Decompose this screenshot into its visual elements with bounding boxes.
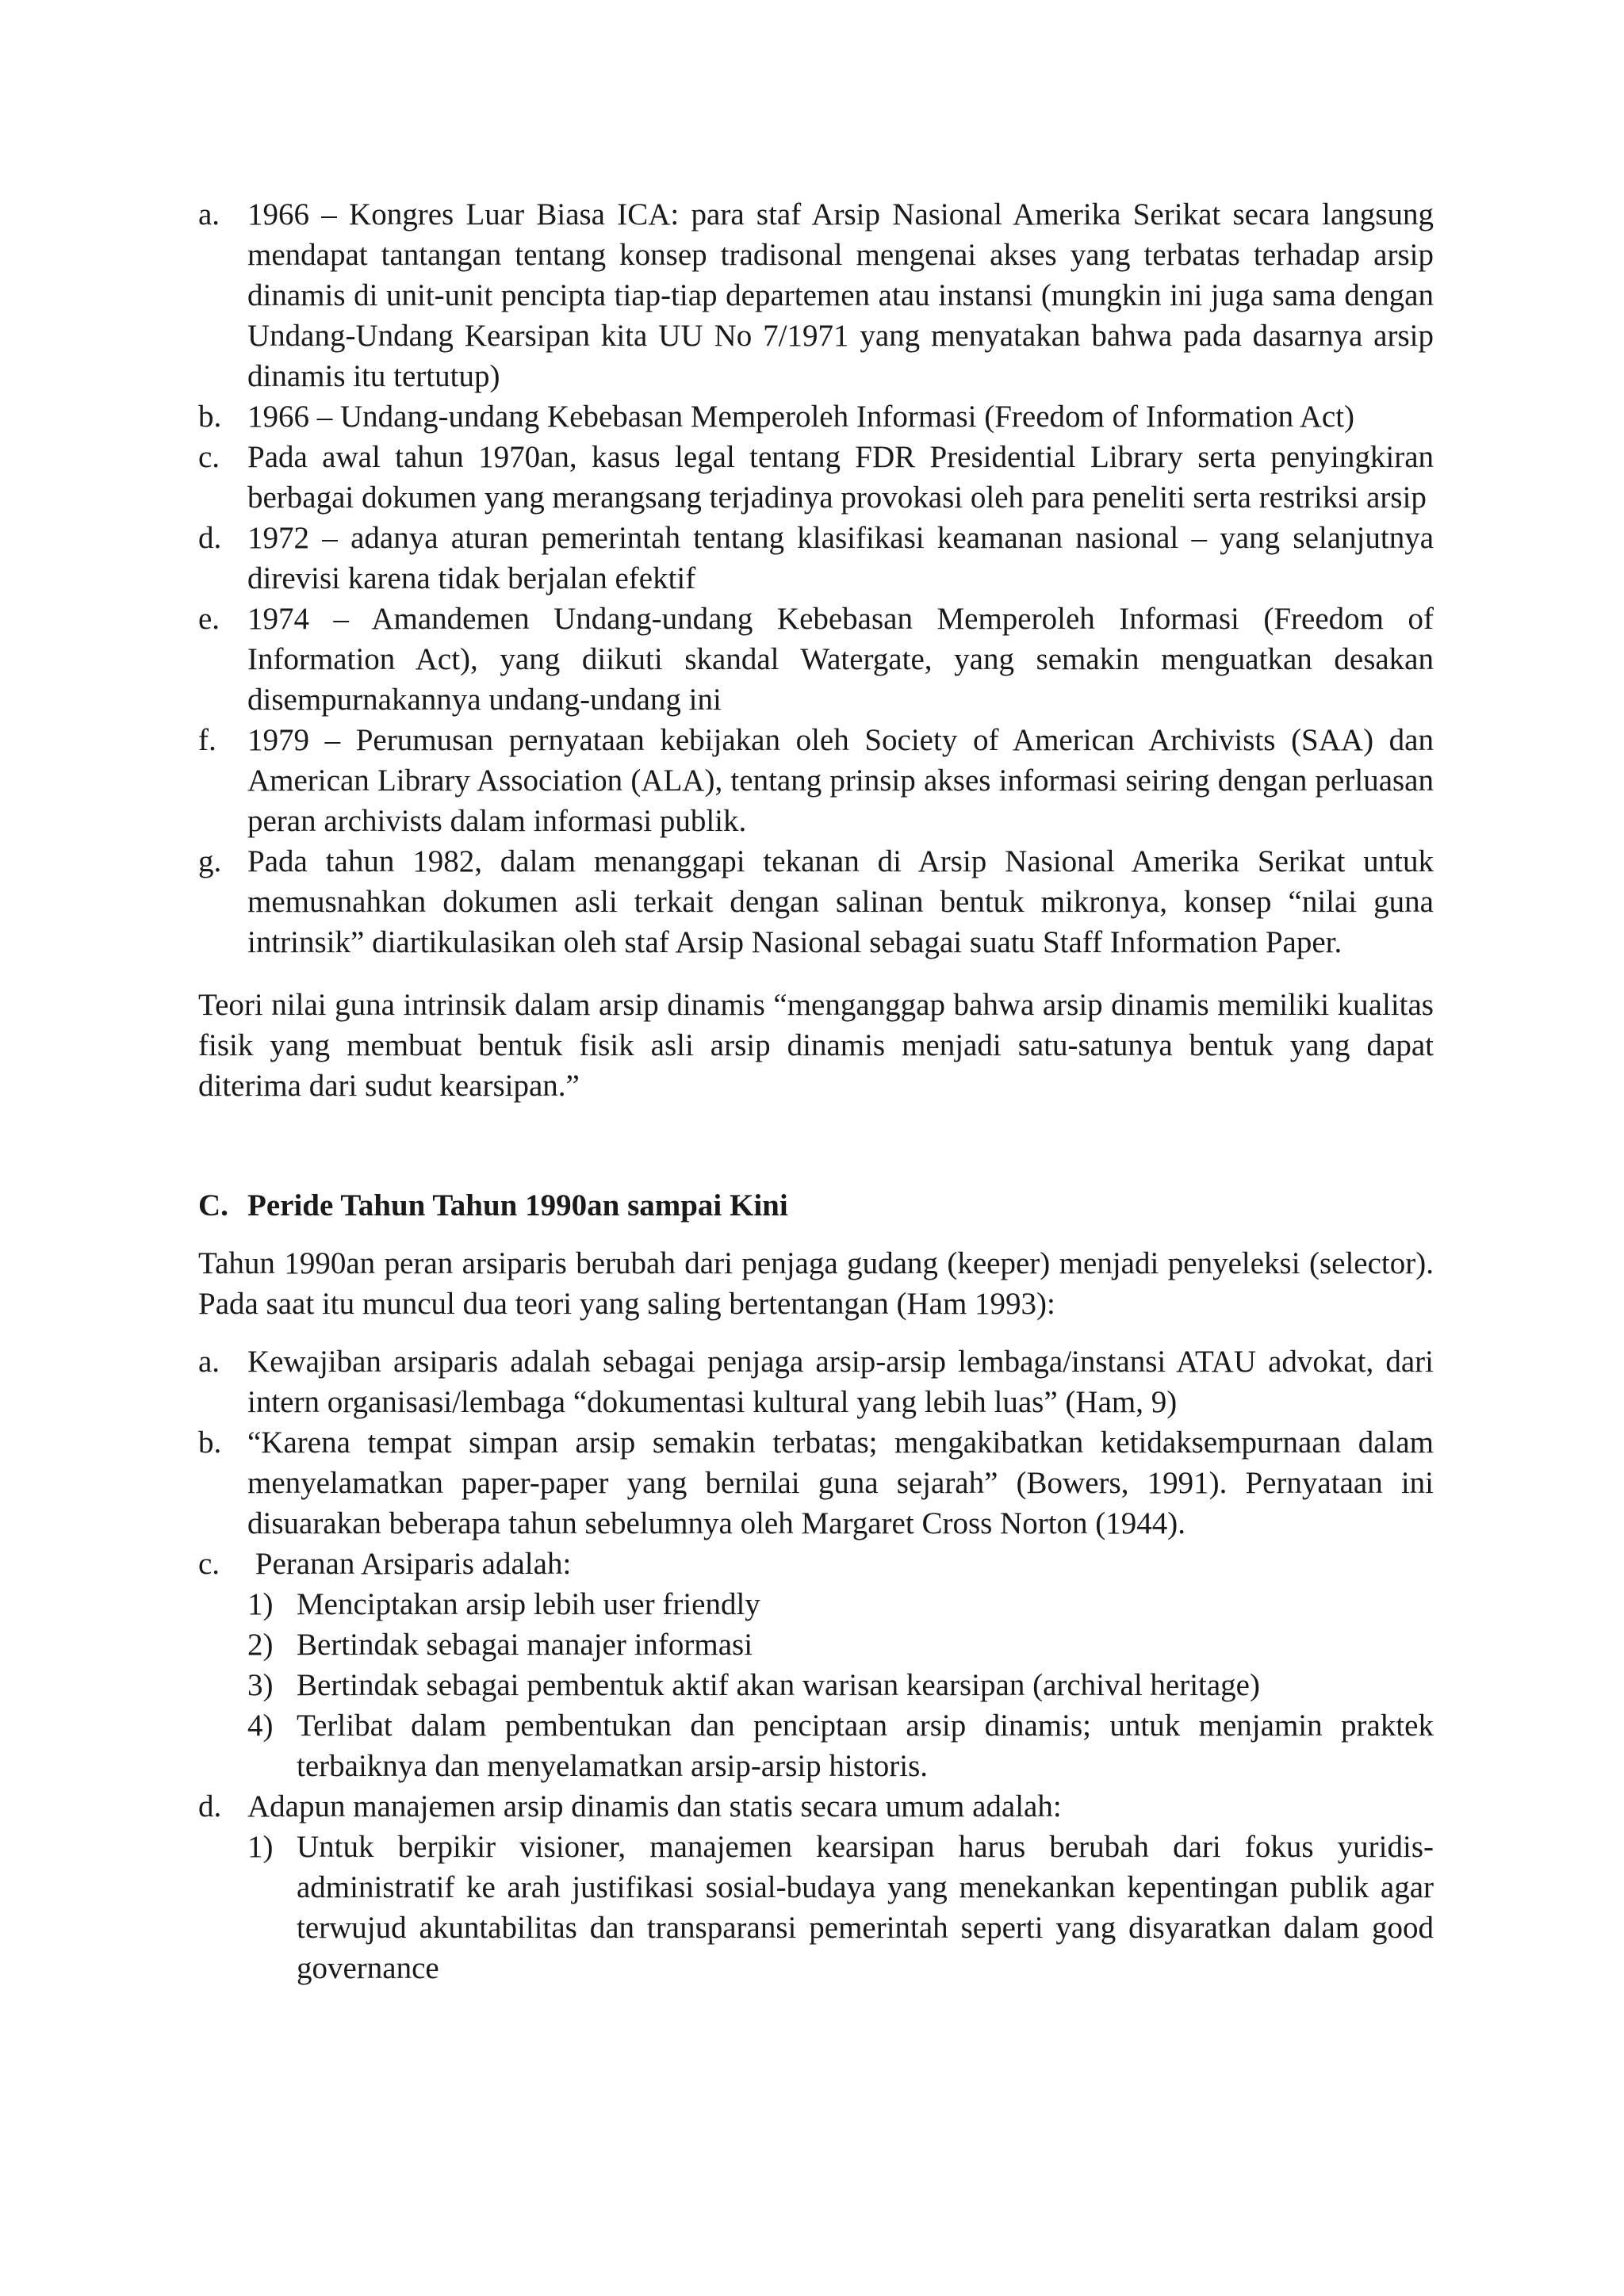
list-item-text: Pada awal tahun 1970an, kasus legal tentang FDR Presidential Library serta penyingkiran berbagai dokumen yang merangsang terjadinya provokasi oleh para peneliti serta restriksi arsip bbox=[247, 440, 1434, 515]
list-marker: c. bbox=[198, 1547, 220, 1581]
list-marker: g. bbox=[198, 844, 222, 878]
list-item bbox=[198, 396, 1434, 437]
section-intro-paragraph: Tahun 1990an peran arsiparis berubah dari penjaga gudang (keeper) menjadi penyeleksi (selector). Pada saat itu muncul dua teori yang saling bertentangan (Ham 1993): bbox=[198, 1246, 1434, 1321]
list-item bbox=[198, 841, 1434, 962]
list-item-text: 1979 – Perumusan pernyataan kebijakan oleh Society of American Archivists (SAA) dan American Library Association (ALA), tentang prinsip akses informasi seiring dengan perluasan peran archivists dalam informasi publik. bbox=[247, 723, 1434, 838]
list-item-text: Adapun manajemen arsip dinamis dan statis secara umum adalah: bbox=[247, 1789, 1062, 1823]
management-sublist bbox=[247, 1827, 1434, 1988]
list-marker: a. bbox=[198, 197, 220, 232]
sublist-item-text: Terlibat dalam pembentukan dan penciptaan arsip dinamis; untuk menjamin praktek terbaiknya dan menyelamatkan arsip-arsip historis. bbox=[297, 1709, 1434, 1783]
list-item bbox=[198, 194, 1434, 396]
sublist-item bbox=[247, 1827, 1434, 1988]
theory-list bbox=[198, 1341, 1434, 1988]
list-item-text: 1972 – adanya aturan pemerintah tentang klasifikasi keamanan nasional – yang selanjutnya direvisi karena tidak berjalan efektif bbox=[247, 521, 1434, 595]
section-marker: C. bbox=[198, 1188, 228, 1223]
sublist-item-text: Untuk berpikir visioner, manajemen kearsipan harus berubah dari fokus yuridis-administratif ke arah justifikasi sosial-budaya yang menekankan kepentingan publik agar terwujud akuntabilitas dan transparansi pemerintah seperti yang disyaratkan dalam good governance bbox=[297, 1830, 1434, 1985]
list-item bbox=[198, 1422, 1434, 1544]
sublist-item-text: Bertindak sebagai pembentuk aktif akan warisan kearsipan (archival heritage) bbox=[297, 1668, 1260, 1702]
list-item-body bbox=[247, 1544, 1434, 1786]
list-marker: e. bbox=[198, 602, 220, 636]
list-item-text: 1966 – Kongres Luar Biasa ICA: para staf Arsip Nasional Amerika Serikat secara langsung mendapat tantangan tentang konsep tradisonal mengenai akses yang terbatas terhadap arsip dinamis di unit-unit pencipta tiap-tiap departemen atau instansi (mungkin ini juga sama dengan Undang-Undang Kearsipan kita UU No 7/1971 yang menyatakan bahwa pada dasarnya arsip dinamis itu tertutup) bbox=[247, 197, 1434, 393]
list-marker: d. bbox=[198, 521, 222, 555]
list-item-body bbox=[247, 1786, 1434, 1988]
list-marker: c. bbox=[198, 440, 220, 474]
history-list bbox=[198, 194, 1434, 962]
list-item bbox=[198, 720, 1434, 841]
section-title: Peride Tahun Tahun 1990an sampai Kini bbox=[247, 1188, 788, 1223]
list-marker: b. bbox=[198, 400, 222, 434]
sublist-marker: 1) bbox=[247, 1830, 274, 1864]
list-item-text: Pada tahun 1982, dalam menanggapi tekanan di Arsip Nasional Amerika Serikat untuk memusnahkan dokumen asli terkait dengan salinan bentuk mikronya, konsep “nilai guna intrinsik” diartikulasikan oleh staf Arsip Nasional sebagai suatu Staff Information Paper. bbox=[247, 844, 1434, 959]
list-marker: b. bbox=[198, 1425, 222, 1460]
list-item bbox=[198, 1786, 1434, 1988]
list-item bbox=[198, 1341, 1434, 1422]
sublist-item bbox=[247, 1665, 1434, 1705]
sublist-marker: 2) bbox=[247, 1628, 274, 1662]
list-marker: d. bbox=[198, 1789, 222, 1823]
list-marker: f. bbox=[198, 723, 216, 757]
list-item-text: Peranan Arsiparis adalah: bbox=[247, 1547, 572, 1581]
sublist-item bbox=[247, 1624, 1434, 1665]
archivist-role-sublist bbox=[247, 1584, 1434, 1786]
sublist-marker: 3) bbox=[247, 1668, 274, 1702]
list-item bbox=[198, 518, 1434, 599]
sublist-item-text: Menciptakan arsip lebih user friendly bbox=[297, 1587, 760, 1621]
sublist-item-text: Bertindak sebagai manajer informasi bbox=[297, 1628, 753, 1662]
list-item bbox=[198, 437, 1434, 518]
sublist-marker: 4) bbox=[247, 1709, 274, 1743]
list-item-text: “Karena tempat simpan arsip semakin terbatas; mengakibatkan ketidaksempurnaan dalam menyelamatkan paper-paper yang bernilai guna sejarah” (Bowers, 1991). Pernyataan ini disuarakan beberapa tahun sebelumnya oleh Margaret Cross Norton (1944). bbox=[247, 1425, 1434, 1540]
sublist-marker: 1) bbox=[247, 1587, 274, 1621]
sublist-item bbox=[247, 1705, 1434, 1786]
list-item bbox=[198, 1544, 1434, 1786]
document-page bbox=[198, 194, 1434, 1988]
list-item-text: Kewajiban arsiparis adalah sebagai penjaga arsip-arsip lembaga/instansi ATAU advokat, dari intern organisasi/lembaga “dokumentasi kultural yang lebih luas” (Ham, 9) bbox=[247, 1345, 1434, 1419]
list-item-text: 1966 – Undang-undang Kebebasan Memperoleh Informasi (Freedom of Information Act) bbox=[247, 400, 1355, 434]
intrinsic-value-paragraph: Teori nilai guna intrinsik dalam arsip dinamis “menganggap bahwa arsip dinamis memiliki kualitas fisik yang membuat bentuk fisik asli arsip dinamis menjadi satu-satunya bentuk yang dapat diterima dari sudut kearsipan.” bbox=[198, 988, 1434, 1103]
sublist-item bbox=[247, 1584, 1434, 1624]
list-item bbox=[198, 599, 1434, 720]
list-item-text: 1974 – Amandemen Undang-undang Kebebasan Memperoleh Informasi (Freedom of Information Act), yang diikuti skandal Watergate, yang semakin menguatkan desakan disempurnakannya undang-undang ini bbox=[247, 602, 1434, 717]
list-marker: a. bbox=[198, 1345, 220, 1379]
section-heading bbox=[198, 1185, 1434, 1226]
